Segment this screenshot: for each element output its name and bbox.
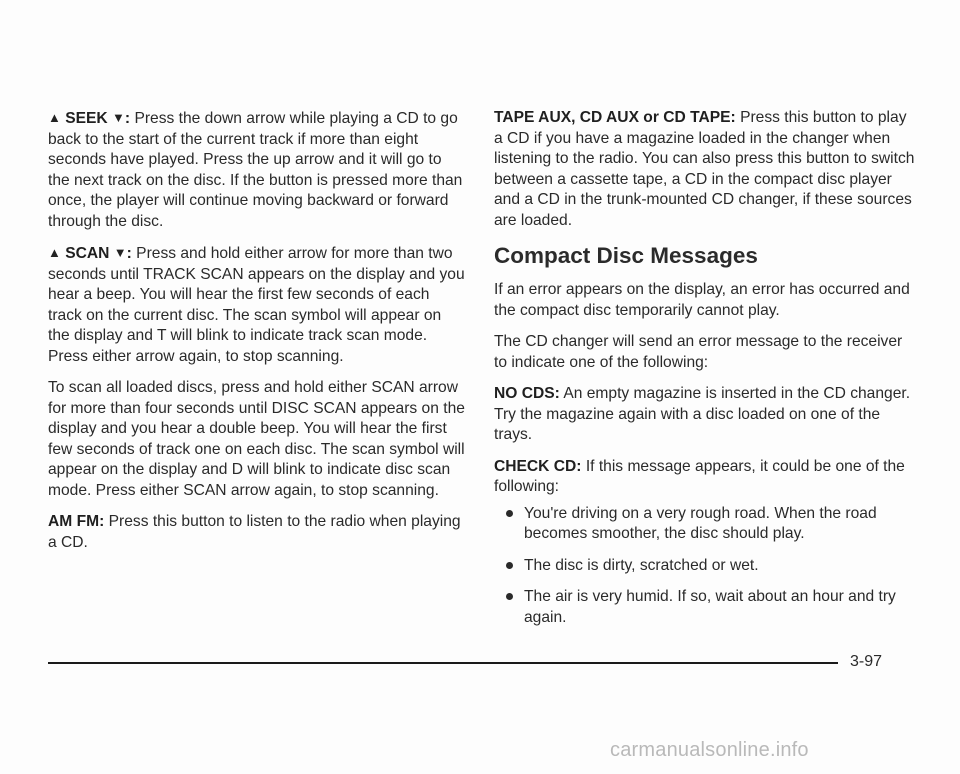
tape-aux-paragraph (494, 108, 918, 231)
footer-rule (48, 662, 838, 664)
check-cd-paragraph (494, 457, 918, 498)
bullet-icon (506, 593, 513, 600)
down-arrow-icon: ▼ (113, 245, 127, 260)
scan-paragraph (48, 243, 466, 367)
seek-text: Press the down arrow while playing a CD to go back to the start of the current track if more than eight seconds have played. Press the up arrow and it will go to the next track on the disc. If the button is pressed more than once, the player will continue moving backward or forward through the disc. (48, 110, 463, 230)
up-arrow-icon: ▲ (48, 110, 61, 125)
page-number: 3-97 (850, 653, 883, 670)
seek-paragraph (48, 108, 466, 232)
no-cds-text: An empty magazine is inserted in the CD changer. Try the magazine again with a disc loaded on one of the trays. (494, 385, 911, 443)
list-item: You're driving on a very rough road. When the road becomes smoother, the disc should play. (494, 504, 918, 545)
tape-aux-text: Press this button to play a CD if you have a magazine loaded in the changer when listening to the radio. You can also press this button to switch between a cassette tape, a CD in the compact disc player and a CD in the trunk-mounted CD changer, if these sources are loaded. (494, 109, 915, 229)
bullet-icon (506, 510, 513, 517)
check-cd-term: CHECK CD: (494, 457, 582, 475)
section-heading: Compact Disc Messages (494, 243, 758, 268)
scan-all-paragraph: To scan all loaded discs, press and hold either SCAN arrow for more than four seconds until DISC SCAN appears on the display and you hear a double beep. You will hear the first few seconds of track one on each disc. The scan symbol will appear on the display and D will blink to indicate disc scan mode. Press either SCAN arrow again, to stop scanning. (48, 379, 465, 499)
no-cds-term: NO CDS: (494, 385, 560, 402)
tape-aux-term: TAPE AUX, CD AUX or CD TAPE: (494, 109, 736, 126)
intro-paragraph-1: If an error appears on the display, an error has occurred and the compact disc temporarily cannot play. (494, 281, 910, 319)
right-column (494, 108, 918, 639)
left-column (48, 108, 466, 564)
am-fm-text: Press this button to listen to the radio when playing a CD. (48, 513, 461, 551)
bullet-icon (506, 562, 513, 569)
up-arrow-icon: ▲ (48, 245, 61, 260)
down-arrow-icon: ▼ (112, 110, 125, 125)
am-fm-paragraph (48, 512, 466, 553)
no-cds-paragraph (494, 384, 918, 446)
am-fm-term: AM FM: (48, 513, 105, 530)
watermark: carmanualsonline.info (610, 739, 809, 761)
scan-text: Press and hold either arrow for more than two seconds until TRACK SCAN appears on the display and you hear a beep. You will hear the first few seconds of each track on the current disc. The scan symbol will appear on the display and T will blink to indicate track scan mode. Press either arrow again, to stop scanning. (48, 245, 465, 365)
intro-paragraph-2: The CD changer will send an error message to the receiver to indicate one of the following: (494, 333, 903, 371)
seek-term: ▲ SEEK ▼: (48, 110, 131, 127)
list-item: The air is very humid. If so, wait about an hour and try again. (494, 587, 918, 628)
check-cd-list (494, 504, 918, 629)
list-item: The disc is dirty, scratched or wet. (494, 556, 918, 577)
check-cd-text: If this message appears, it could be one of the following: (494, 457, 905, 495)
scan-term: ▲ SCAN ▼: (48, 245, 132, 262)
